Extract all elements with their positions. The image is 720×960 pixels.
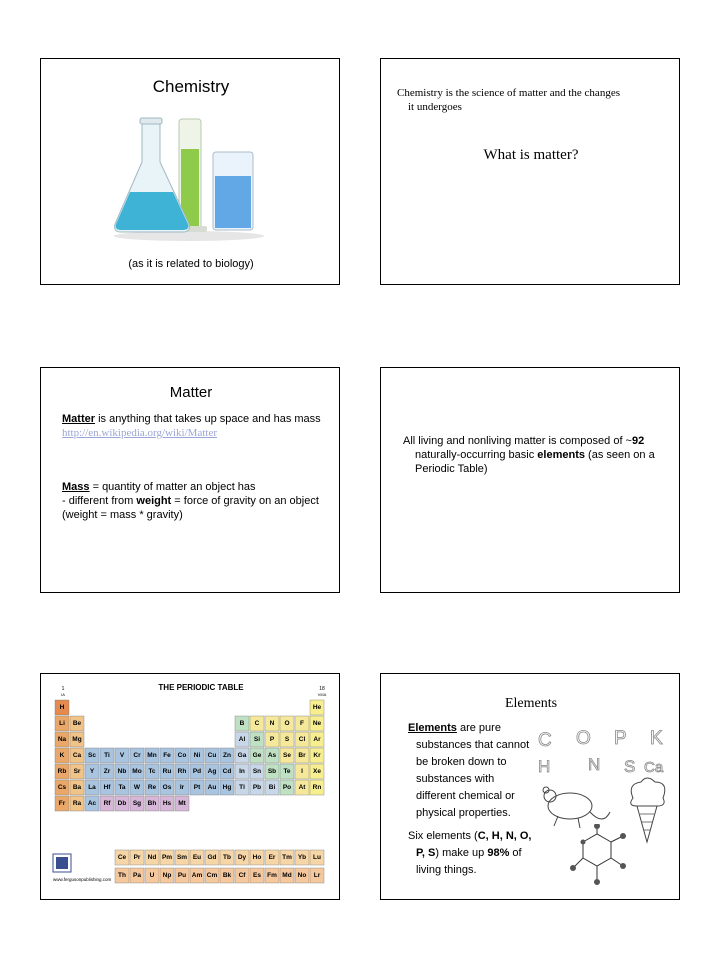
svg-text:Lr: Lr bbox=[313, 872, 321, 879]
matter-definition bbox=[62, 412, 324, 440]
element-cell-f bbox=[295, 716, 309, 731]
svg-text:La: La bbox=[88, 784, 96, 791]
svg-text:Gd: Gd bbox=[207, 854, 217, 861]
svg-text:Zn: Zn bbox=[223, 752, 231, 759]
element-symbols-art bbox=[536, 722, 676, 782]
slide-chemistry-definition bbox=[380, 58, 680, 285]
mass-definition bbox=[62, 480, 324, 522]
six-prefix: Six elements ( bbox=[408, 830, 478, 842]
element-cell-v bbox=[115, 748, 129, 763]
group-18-sub: VIIIA bbox=[317, 692, 327, 697]
svg-text:V: V bbox=[119, 752, 125, 759]
svg-text:Cu: Cu bbox=[207, 752, 217, 759]
svg-text:B: B bbox=[239, 720, 245, 727]
matter-def-text: is anything that takes up space and has mass bbox=[95, 413, 321, 425]
element-cell-re bbox=[145, 780, 159, 795]
svg-text:Yb: Yb bbox=[297, 854, 307, 861]
molecule-structure-illustration bbox=[561, 824, 636, 894]
svg-text:Sn: Sn bbox=[252, 768, 262, 775]
element-cell-rn bbox=[310, 780, 324, 795]
actinide-cell-np bbox=[160, 868, 174, 883]
definition-line-1: Chemistry is the science of matter and the changes bbox=[397, 87, 620, 99]
group-1-label: 1 bbox=[61, 686, 65, 692]
slide-matter bbox=[40, 367, 340, 593]
svg-text:Pb: Pb bbox=[252, 784, 262, 791]
svg-text:Cm: Cm bbox=[206, 872, 218, 879]
element-cell-fr bbox=[55, 796, 69, 811]
svg-text:Rn: Rn bbox=[312, 784, 322, 791]
element-cell-at bbox=[295, 780, 309, 795]
element-cell-hf bbox=[100, 780, 114, 795]
svg-text:Re: Re bbox=[147, 784, 157, 791]
element-cell-hs bbox=[160, 796, 174, 811]
lanthanide-cell-pm bbox=[160, 850, 174, 865]
svg-text:Ho: Ho bbox=[252, 854, 262, 861]
lanthanide-cell-tb bbox=[220, 850, 234, 865]
element-cell-ni bbox=[190, 748, 204, 763]
element-cell-ga bbox=[235, 748, 249, 763]
element-cell-sc bbox=[85, 748, 99, 763]
element-cell-co bbox=[175, 748, 189, 763]
element-cell-cd bbox=[220, 764, 234, 779]
element-cell-ba bbox=[70, 780, 84, 795]
element-cell-cs bbox=[55, 780, 69, 795]
group-1-sub: IA bbox=[61, 692, 65, 697]
element-cell-ar bbox=[310, 732, 324, 747]
svg-text:Bi: Bi bbox=[268, 784, 276, 791]
svg-text:Tc: Tc bbox=[148, 768, 156, 775]
mass-note-suffix: = force of gravity on an object (weight = mass * gravity) bbox=[62, 495, 319, 521]
svg-text:Pt: Pt bbox=[193, 784, 201, 791]
mass-note-prefix: - different from bbox=[62, 495, 137, 507]
question-text: What is matter? bbox=[483, 147, 579, 163]
lanthanide-cell-sm bbox=[175, 850, 189, 865]
svg-text:Fe: Fe bbox=[163, 752, 171, 759]
svg-text:Kr: Kr bbox=[313, 752, 321, 759]
svg-text:Fm: Fm bbox=[267, 872, 277, 879]
actinide-cell-u bbox=[145, 868, 159, 883]
slide-title: Chemistry bbox=[152, 77, 230, 96]
svg-text:S: S bbox=[284, 736, 290, 743]
svg-text:O: O bbox=[284, 720, 290, 727]
svg-text:C: C bbox=[254, 720, 260, 727]
matter-term: Matter bbox=[62, 413, 96, 425]
svg-text:Ta: Ta bbox=[118, 784, 126, 791]
elements-term: Elements bbox=[408, 722, 457, 734]
slide-title: Elements bbox=[504, 696, 558, 711]
svg-text:Pu: Pu bbox=[177, 872, 187, 879]
element-cell-pd bbox=[190, 764, 204, 779]
wikipedia-link[interactable]: http://en.wikipedia.org/wiki/Matter bbox=[62, 427, 217, 439]
svg-text:Tl: Tl bbox=[239, 784, 245, 791]
actinide-cell-fm bbox=[265, 868, 279, 883]
actinide-cell-cm bbox=[205, 868, 219, 883]
svg-text:U: U bbox=[149, 872, 155, 879]
element-cell-pt bbox=[190, 780, 204, 795]
svg-text:Db: Db bbox=[117, 800, 127, 807]
lab-glassware-image bbox=[109, 114, 269, 244]
element-cell-as bbox=[265, 748, 279, 763]
element-cell-ca bbox=[70, 748, 84, 763]
element-cell-rb bbox=[55, 764, 69, 779]
element-cell-os bbox=[160, 780, 174, 795]
element-cell-sr bbox=[70, 764, 84, 779]
svg-text:Ar: Ar bbox=[313, 736, 321, 743]
svg-text:Ra: Ra bbox=[72, 800, 82, 807]
element-cell-zn bbox=[220, 748, 234, 763]
svg-text:Ir: Ir bbox=[179, 784, 185, 791]
element-cell-he bbox=[310, 700, 324, 715]
element-cell-al bbox=[235, 732, 249, 747]
svg-text:Ba: Ba bbox=[72, 784, 82, 791]
lanthanide-cell-ho bbox=[250, 850, 264, 865]
svg-text:Os: Os bbox=[162, 784, 172, 791]
mass-def-text: = quantity of matter an object has bbox=[89, 481, 256, 493]
element-cell-bi bbox=[265, 780, 279, 795]
lanthanide-cell-eu bbox=[190, 850, 204, 865]
svg-text:Sr: Sr bbox=[73, 768, 81, 775]
svg-text:Pm: Pm bbox=[161, 854, 173, 861]
element-cell-sn bbox=[250, 764, 264, 779]
svg-text:Ti: Ti bbox=[104, 752, 110, 759]
svg-text:Er: Er bbox=[268, 854, 276, 861]
svg-text:Tm: Tm bbox=[282, 854, 292, 861]
svg-text:Pa: Pa bbox=[133, 872, 141, 879]
intro-prefix: All living and nonliving matter is composed of ~ bbox=[403, 435, 632, 447]
element-cell-h bbox=[55, 700, 69, 715]
element-cell-ti bbox=[100, 748, 114, 763]
element-count: 92 bbox=[631, 435, 645, 447]
slide-caption: (as it is related to biology) bbox=[128, 258, 254, 270]
actinide-cell-am bbox=[190, 868, 204, 883]
svg-text:Be: Be bbox=[72, 720, 82, 727]
six-list: C, H, N, O, P, S bbox=[416, 830, 532, 859]
svg-text:As: As bbox=[267, 752, 277, 759]
svg-text:I: I bbox=[301, 768, 303, 775]
element-cell-si bbox=[250, 732, 264, 747]
element-cell-sb bbox=[265, 764, 279, 779]
actinide-cell-es bbox=[250, 868, 264, 883]
svg-text:Ne: Ne bbox=[312, 720, 322, 727]
element-cell-ne bbox=[310, 716, 324, 731]
svg-text:Rh: Rh bbox=[177, 768, 187, 775]
elements-term: elements bbox=[537, 449, 585, 461]
element-cell-au bbox=[205, 780, 219, 795]
element-cell-o bbox=[280, 716, 294, 731]
element-cell-i bbox=[295, 764, 309, 779]
element-cell-mt bbox=[175, 796, 189, 811]
svg-text:Cd: Cd bbox=[222, 768, 232, 775]
svg-text:Mo: Mo bbox=[132, 768, 142, 775]
six-middle: ) make up bbox=[435, 847, 488, 859]
element-cell-ta bbox=[115, 780, 129, 795]
element-cell-w bbox=[130, 780, 144, 795]
svg-text:Ac: Ac bbox=[87, 800, 97, 807]
lanthanide-cell-nd bbox=[145, 850, 159, 865]
svg-text:Hf: Hf bbox=[103, 784, 111, 791]
svg-text:Ag: Ag bbox=[207, 768, 217, 775]
element-cell-na bbox=[55, 732, 69, 747]
element-cell-xe bbox=[310, 764, 324, 779]
element-cell-cr bbox=[130, 748, 144, 763]
element-cell-pb bbox=[250, 780, 264, 795]
svg-text:Au: Au bbox=[207, 784, 217, 791]
svg-text:Hs: Hs bbox=[162, 800, 172, 807]
element-cell-po bbox=[280, 780, 294, 795]
svg-text:K: K bbox=[59, 752, 65, 759]
svg-text:Dy: Dy bbox=[237, 854, 247, 861]
element-cell-br bbox=[295, 748, 309, 763]
svg-text:Po: Po bbox=[282, 784, 292, 791]
svg-text:H: H bbox=[59, 704, 65, 711]
actinide-cell-bk bbox=[220, 868, 234, 883]
weight-term: weight bbox=[136, 495, 172, 507]
lanthanide-cell-tm bbox=[280, 850, 294, 865]
lanthanide-cell-yb bbox=[295, 850, 309, 865]
svg-text:In: In bbox=[239, 768, 245, 775]
svg-text:Pd: Pd bbox=[192, 768, 202, 775]
element-cell-ir bbox=[175, 780, 189, 795]
svg-text:Ge: Ge bbox=[252, 752, 262, 759]
actinide-cell-cf bbox=[235, 868, 249, 883]
svg-text:Y: Y bbox=[89, 768, 95, 775]
lanthanide-cell-ce bbox=[115, 850, 129, 865]
svg-text:Si: Si bbox=[253, 736, 261, 743]
element-cell-b bbox=[235, 716, 249, 731]
svg-text:Sc: Sc bbox=[88, 752, 96, 759]
slide-elements bbox=[380, 673, 680, 900]
element-cell-mn bbox=[145, 748, 159, 763]
svg-text:Mt: Mt bbox=[178, 800, 186, 807]
symbol-n: N bbox=[588, 755, 601, 774]
symbol-c: C bbox=[538, 730, 552, 751]
element-cell-nb bbox=[115, 764, 129, 779]
element-cell-fe bbox=[160, 748, 174, 763]
svg-text:Pr: Pr bbox=[133, 854, 141, 861]
actinide-cell-th bbox=[115, 868, 129, 883]
element-cell-cu bbox=[205, 748, 219, 763]
element-cell-cl bbox=[295, 732, 309, 747]
element-cell-ge bbox=[250, 748, 264, 763]
symbol-s: S bbox=[624, 757, 636, 776]
elements-intro-text bbox=[403, 434, 675, 476]
element-cell-li bbox=[55, 716, 69, 731]
symbol-p: P bbox=[614, 728, 627, 749]
svg-text:Rf: Rf bbox=[103, 800, 111, 807]
svg-text:Cr: Cr bbox=[133, 752, 141, 759]
periodic-table-title: THE PERIODIC TABLE bbox=[158, 683, 244, 692]
svg-text:Br: Br bbox=[298, 752, 306, 759]
element-cell-ru bbox=[160, 764, 174, 779]
slide-elements-intro bbox=[380, 367, 680, 593]
svg-text:At: At bbox=[298, 784, 306, 791]
svg-text:Fr: Fr bbox=[58, 800, 66, 807]
element-cell-rf bbox=[100, 796, 114, 811]
svg-text:Cl: Cl bbox=[298, 736, 306, 743]
actinide-cell-pa bbox=[130, 868, 144, 883]
element-cell-ag bbox=[205, 764, 219, 779]
svg-text:Zr: Zr bbox=[103, 768, 111, 775]
element-cell-zr bbox=[100, 764, 114, 779]
element-cell-be bbox=[70, 716, 84, 731]
svg-text:Sg: Sg bbox=[132, 800, 142, 807]
element-cell-y bbox=[85, 764, 99, 779]
element-cell-mg bbox=[70, 732, 84, 747]
svg-text:Sb: Sb bbox=[267, 768, 277, 775]
svg-text:Ni: Ni bbox=[193, 752, 201, 759]
intro-suffix: (as seen on a Periodic Table) bbox=[415, 449, 655, 475]
element-cell-tc bbox=[145, 764, 159, 779]
svg-text:Md: Md bbox=[282, 872, 292, 879]
svg-text:Ru: Ru bbox=[162, 768, 172, 775]
actinide-cell-md bbox=[280, 868, 294, 883]
svg-text:Xe: Xe bbox=[313, 768, 321, 775]
element-cell-sg bbox=[130, 796, 144, 811]
element-cell-s bbox=[280, 732, 294, 747]
element-cell-se bbox=[280, 748, 294, 763]
svg-text:Nb: Nb bbox=[117, 768, 127, 775]
actinide-cell-pu bbox=[175, 868, 189, 883]
symbol-k: K bbox=[650, 728, 663, 749]
svg-text:Bk: Bk bbox=[222, 872, 232, 879]
svg-text:Cf: Cf bbox=[238, 872, 246, 879]
percent-value: 98% bbox=[487, 847, 510, 859]
element-cell-p bbox=[265, 732, 279, 747]
svg-text:Bh: Bh bbox=[147, 800, 157, 807]
slide-chemistry-title bbox=[40, 58, 340, 285]
svg-text:Ca: Ca bbox=[72, 752, 82, 759]
svg-text:He: He bbox=[312, 704, 322, 711]
svg-text:Es: Es bbox=[253, 872, 261, 879]
lanthanide-cell-lu bbox=[310, 850, 324, 865]
svg-text:Eu: Eu bbox=[192, 854, 202, 861]
slide-periodic-table bbox=[40, 673, 340, 900]
actinide-cell-no bbox=[295, 868, 309, 883]
element-cell-hg bbox=[220, 780, 234, 795]
periodic-table-image bbox=[41, 674, 339, 899]
element-cell-mo bbox=[130, 764, 144, 779]
element-cell-c bbox=[250, 716, 264, 731]
svg-text:Li: Li bbox=[59, 720, 65, 727]
svg-text:P: P bbox=[269, 736, 275, 743]
svg-text:Ce: Ce bbox=[117, 854, 127, 861]
element-cell-k bbox=[55, 748, 69, 763]
symbol-h: H bbox=[538, 757, 551, 776]
mass-term: Mass bbox=[62, 481, 90, 493]
lanthanide-cell-pr bbox=[130, 850, 144, 865]
publisher-url: www.fergusonpublishing.com bbox=[53, 877, 112, 882]
svg-text:Lu: Lu bbox=[313, 854, 321, 861]
symbol-o: O bbox=[576, 728, 591, 749]
six-elements-text bbox=[408, 828, 540, 879]
svg-text:W: W bbox=[133, 784, 141, 791]
symbol-ca: Ca bbox=[644, 759, 664, 776]
svg-text:Al: Al bbox=[238, 736, 246, 743]
svg-text:Na: Na bbox=[57, 736, 67, 743]
svg-text:Tb: Tb bbox=[223, 854, 231, 861]
lanthanide-cell-dy bbox=[235, 850, 249, 865]
svg-text:Rb: Rb bbox=[57, 768, 67, 775]
element-cell-kr bbox=[310, 748, 324, 763]
six-suffix: of living things. bbox=[416, 847, 522, 876]
svg-text:Sm: Sm bbox=[176, 854, 188, 861]
slide-title: Matter bbox=[169, 384, 213, 401]
svg-text:Nd: Nd bbox=[147, 854, 157, 861]
element-cell-in bbox=[235, 764, 249, 779]
svg-text:No: No bbox=[297, 872, 307, 879]
element-cell-db bbox=[115, 796, 129, 811]
group-18-label: 18 bbox=[319, 686, 325, 692]
lanthanide-cell-gd bbox=[205, 850, 219, 865]
publisher-logo-mark bbox=[56, 857, 68, 869]
elements-definition bbox=[408, 720, 536, 822]
element-cell-ac bbox=[85, 796, 99, 811]
element-cell-ra bbox=[70, 796, 84, 811]
intro-middle: naturally-occurring basic bbox=[415, 449, 538, 461]
svg-text:Mg: Mg bbox=[72, 736, 82, 743]
actinide-cell-lr bbox=[310, 868, 324, 883]
svg-text:Np: Np bbox=[162, 872, 172, 879]
svg-text:Ga: Ga bbox=[237, 752, 247, 759]
element-cell-bh bbox=[145, 796, 159, 811]
svg-text:Co: Co bbox=[177, 752, 187, 759]
element-cell-rh bbox=[175, 764, 189, 779]
svg-text:N: N bbox=[269, 720, 275, 727]
svg-text:Th: Th bbox=[118, 872, 126, 879]
lanthanide-cell-er bbox=[265, 850, 279, 865]
svg-text:Mn: Mn bbox=[147, 752, 157, 759]
svg-text:Te: Te bbox=[283, 768, 291, 775]
svg-text:Se: Se bbox=[283, 752, 291, 759]
definition-line-2: it undergoes bbox=[408, 101, 462, 113]
svg-text:Am: Am bbox=[191, 872, 203, 879]
element-cell-te bbox=[280, 764, 294, 779]
svg-text:F: F bbox=[300, 720, 304, 727]
svg-text:Hg: Hg bbox=[222, 784, 232, 791]
element-cell-la bbox=[85, 780, 99, 795]
elements-def-text: are pure substances that cannot be broken down to substances with different chemical or physical properties. bbox=[416, 722, 530, 819]
svg-text:Cs: Cs bbox=[57, 784, 67, 791]
element-cell-tl bbox=[235, 780, 249, 795]
element-cell-n bbox=[265, 716, 279, 731]
